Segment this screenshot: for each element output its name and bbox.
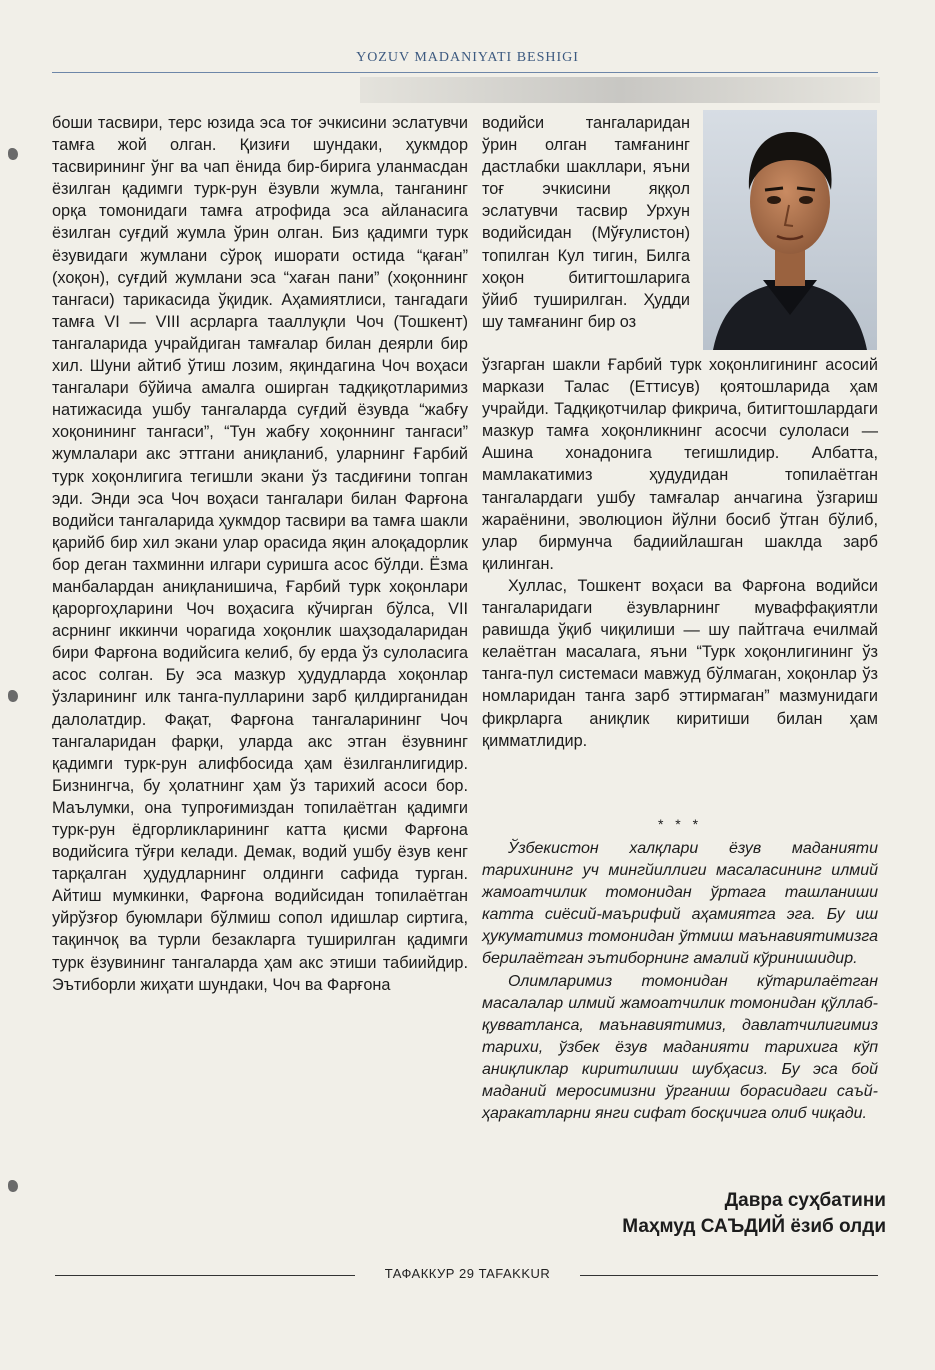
binding-hole-mark <box>8 148 18 160</box>
binding-hole-mark <box>8 1180 18 1192</box>
right-column-paragraph-continued: ўзгарган шакли Ғарбий турк хоқонлигининг асосий маркази Талас (Еттисув) қоятошларида ҳам учрайди. Тадқиқотчилар фикрича, битигтошлардаги мазкур тамға хоқонликнинг асосчи сулоласи — Ашина хонадонига тегишлидир. Албатта, мамлакатимиз ҳудудидан топилаётган тангалардаги ушбу тамғалар анчагина ўзгариш жараёнини, эволюцион йўлни босиб ўтган бўлиб, улар бирмунча бадиийлашган шаклда зарб қилинган. <box>482 356 878 573</box>
faded-show-through-banner <box>360 77 880 103</box>
byline-author: Маҳмуд САЪДИЙ ёзиб олди <box>622 1216 886 1237</box>
left-column <box>52 112 468 996</box>
running-header: YOZUV MADANIYATI BESHIGI <box>356 50 579 65</box>
left-column-paragraph: боши тасвири, терс юзида эса тоғ эчкисини эслатувчи тамға жой олган. Қизиғи шундаки, ҳукмдор тасвирининг ўнг ва чап ёнида бир-бирига уланмасдан ёзилган қадимги турк-рун ёзувли жумла, танганинг орқа томонидаги тамға атрофида эса айланасига ёзилган суғдий жумла ўрин олган. Биз қадимги турк ёзувидаги жумлани сўроқ ишорати остида “қаған” (хоқон), суғдий жумлани эса “хаған пани” (хоқоннинг тангаси) тарикасида ўқидик. Аҳамиятлиси, тангадаги тамға VI — VIII асрларга тааллуқли Чоч (Тошкент) тангаларида учрайдиган тамғалар билан деярли бир хил. Шуни айтиб ўтиш лозим, яқиндагина Чоч воҳаси тангалари бўйича амалга оширган тадқиқотларимиз натижасида ушбу тангаларда суғдий ёзувда “жабғу хоқонининг тангаси”, “Тун жабғу хоқоннинг тангаси” жумлалари акс эттгани аниқланиб, уларнинг Ғарбий турк хоқонлигига тегишли экани ўз тасдиғини топган эди. Энди эса Чоч воҳаси тангалари билан Фарғона водийси тангаларида ҳукмдор тасвири ва тамға шакли қарийб бир хил экани улар орасида яқин алоқадорлик бор деган тахминни илгари суришга асос бўлди. Ёзма манбалардан аниқланишича, Ғарбий турк хоқонлари қароргоҳларини Чоч воҳасига кўчирган бўлса, VII асрнинг иккинчи чорагида хоқонлик шаҳзодаларидан бири Фарғона водийсига келиб, бу ерда ўз сулоласига асос солган. Бу эса мазкур ҳудудларда хоқонлар ўзларининг илк танга-пулларини зарб қилдирганидан далолатдир. Фақат, Фарғона тангаларининг Чоч тангаларидан фарқи, уларда акс этган ёзувнинг қадимги турк-рун алифбосида ҳам ёзилганлигидир. Бизнингча, бу ҳолатнинг ҳам ўз тарихий асоси бор. Маълумки, она тупроғимиздан топилаётган қадимги турк-рун ёдгорликларининг катта қисми Фарғона водийсига тўғри келади. Демак, водий ушбу ёзув кенг тарқалган ҳудудларнинг олдинги сафида турган. Айтиш мумкинки, Фарғона водийсидан топилаётган уйрўзғор буюмлари бўлмиш сопол идишлар сиртига, тақинчоқ ва турли безакларга туширилган қадимги турк ёзувининг тангаларда ҳам акс этиши табиийдир. Эътиборли жиҳати шундаки, Чоч ва Фарғона <box>52 114 468 994</box>
footer-rule-left <box>55 1275 355 1276</box>
right-column-wrap-text <box>482 112 690 333</box>
editorial-note <box>482 838 878 1125</box>
right-column-paragraph-start: водийси тангаларидан ўрин олган тамғанинг дастлабки шакллари, яъни тоғ эчкисини яққол эслатувчи тасвир Урхун водийсидан (Мўғулистон) топилган Кул тигин, Билга хоқон битигтошларига ўйиб туширилган. Ҳудди шу тамғанинг бир оз <box>482 114 690 331</box>
header-rule <box>52 72 878 73</box>
section-separator: * * * <box>657 816 703 832</box>
footer-rule-right <box>580 1275 878 1276</box>
editorial-paragraph: Ўзбекистон халқлари ёзув маданияти тарихининг уч мингйиллиги масаласининг илмий жамоатчилик томонидан ўртага ташланиши катта сиёсий-маърифий аҳамиятга эга. Бу иш ҳукуматимиз томонидан ўтмиш маънавиятимизга берилаётган эътиборнинг амалий кўринишидир. <box>482 840 878 968</box>
conclusion-paragraph: Хуллас, Тошкент воҳаси ва Фарғона водийси тангаларидаги ёзувларнинг муваффақиятли равишда ўқиб чиқилиши — шу пайтгача ечилмай келаётган масалага, яъни “Турк хоқонлигининг ўз танга-пул системаси мавжуд бўлмаган, хоқонлар ўз номларидан танга зарб эттирмаган” мазмунидаги фикрларга аниқлик киритиши билан ҳам қимматлидир. <box>482 576 878 750</box>
byline <box>482 1188 886 1240</box>
footer-folio: ТАФАККУР 29 TAFAKKUR <box>384 1266 551 1281</box>
author-portrait-photo <box>703 110 877 350</box>
byline-line: Давра суҳбатини <box>724 1190 886 1211</box>
binding-hole-mark <box>8 690 18 702</box>
right-column <box>482 354 878 752</box>
portrait-illustration <box>703 110 877 350</box>
editorial-paragraph: Олимларимиз томонидан кўтарилаётган масалалар илмий жамоатчилик томонидан қўллаб-қувватланса, маънавиятимиз, давлатчилигимиз тарихи, ўзбек ёзув маданияти тарихига кўп аниқликлар киритилиши шубҳасиз. Бу эса бой маданий меросимизни ўрганиш борасидаги саъй-ҳаракатларни янги сифат босқичига олиб чиқади. <box>482 972 878 1123</box>
